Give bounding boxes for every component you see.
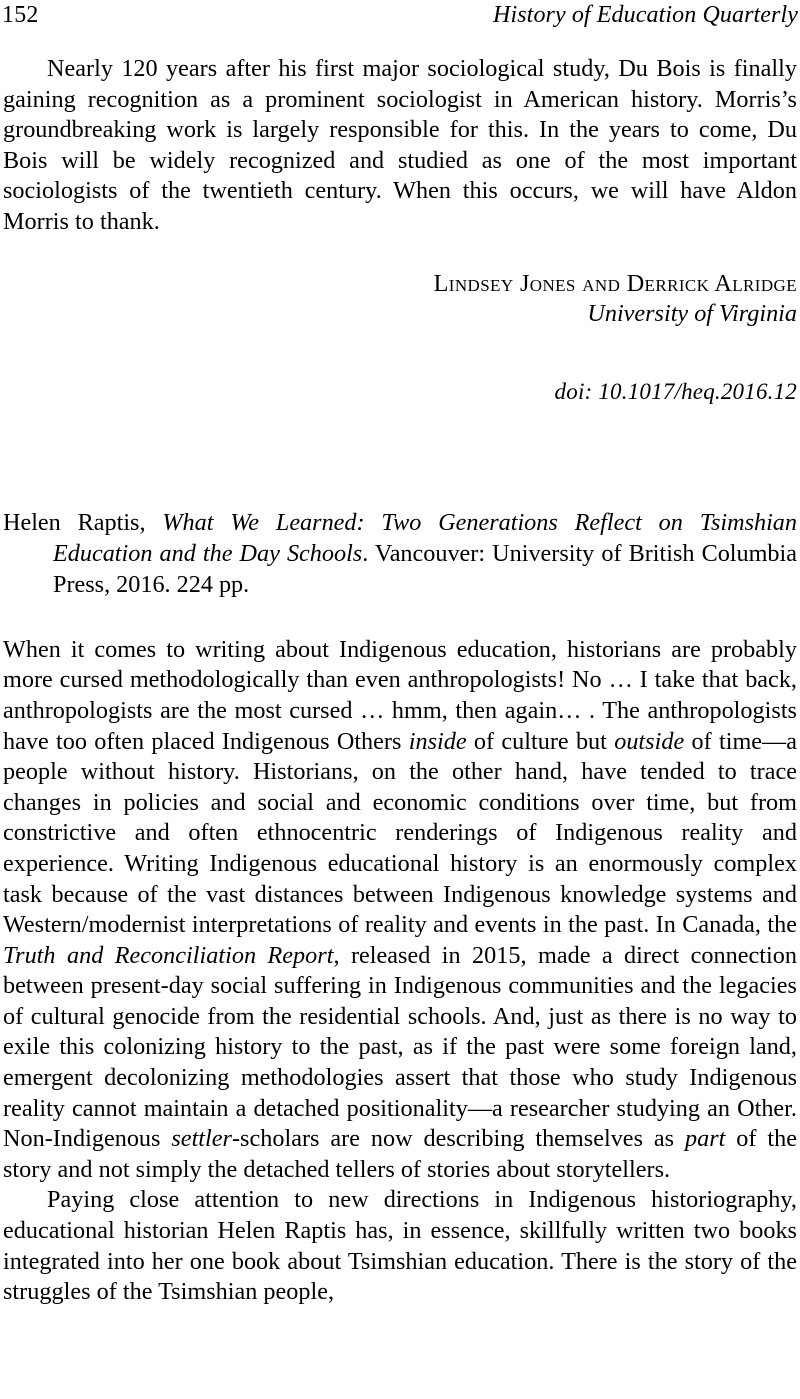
paragraph-text: -scholars are now describing themselves as (231, 1125, 685, 1153)
review-paragraph (3, 635, 797, 1186)
journal-title: History of Education Quarterly (493, 2, 798, 28)
citation-publication: . Vancouver: University of British Columbia Press, 2016. 224 pp. (53, 539, 797, 598)
emphasized-text: part (685, 1125, 726, 1153)
emphasized-text: inside (408, 727, 467, 755)
paragraph-text: When it comes to writing about Indigenous education, historians are probably more cursed methodologically than even anthropologists! No … I take that back, anthropologists are the most cursed … hmm, then again… . The anthropologists have too often placed Indigenous Others (3, 635, 797, 755)
paragraph-text: of the story and not simply the detached tellers of stories about storytellers. (3, 1125, 797, 1183)
text-column (3, 54, 797, 1308)
review-body (3, 635, 797, 1308)
paragraph-text: Paying close attention to new directions in Indigenous historiography, educational historian Helen Raptis has, in essence, skillfully written two books integrated into her one book about Tsimshian education. There is the story of the struggles of the Tsimshian people, (3, 1186, 797, 1306)
emphasized-text: settler (171, 1125, 232, 1153)
reviewer-signature-block (3, 269, 797, 330)
emphasized-text: outside (614, 727, 685, 755)
review-paragraph (3, 1185, 797, 1307)
citation-title: What We Learned: Two Generations Reflect on Tsimshian Education and the Day Schools (53, 508, 797, 567)
doi-identifier: doi: 10.1017/heq.2016.12 (554, 378, 797, 404)
paragraph-text: , released in 2015, made a direct connection between present-day social suffering in Indigenous communities and the legacies of cultural genocide from the residential schools. And, just as there is no way to exile this colonizing history to the past, as if the past were some foreign land, emergent decolonizing methodologies assert that those who study Indigenous reality cannot maintain a detached positionality—a researcher studying an Other. Non-Indigenous (3, 941, 797, 1153)
book-citation (3, 507, 797, 600)
citation-author: Helen Raptis, (3, 508, 163, 536)
page-number: 152 (2, 2, 39, 28)
paragraph-text: of time—a people without history. Historians, on the other hand, have tended to trace changes in policies and social and economic conditions over time, but from constrictive and often ethnocentric renderings of Indigenous reality and experience. Writing Indigenous educational history is an enormously complex task because of the vast distances between Indigenous knowledge systems and Western/modernist interpretations of reality and events in the past. In Canada, the (3, 727, 797, 939)
emphasized-text: Truth and Reconciliation Report (3, 941, 334, 969)
running-head (2, 0, 798, 34)
reviewer-affiliation: University of Virginia (587, 300, 797, 328)
paragraph-text: of culture but (466, 727, 615, 755)
review-conclusion-paragraph: Nearly 120 years after his first major sociological study, Du Bois is finally gaining recognition as a prominent sociologist in American history. Morris’s groundbreaking work is largely responsible for this. In the years to come, Du Bois will be widely recognized and studied as one of the most important sociologists of the twentieth century. When this occurs, we will have Aldon Morris to thank. (3, 55, 797, 235)
reviewer-names: Lindsey Jones and Derrick Alridge (433, 269, 797, 297)
